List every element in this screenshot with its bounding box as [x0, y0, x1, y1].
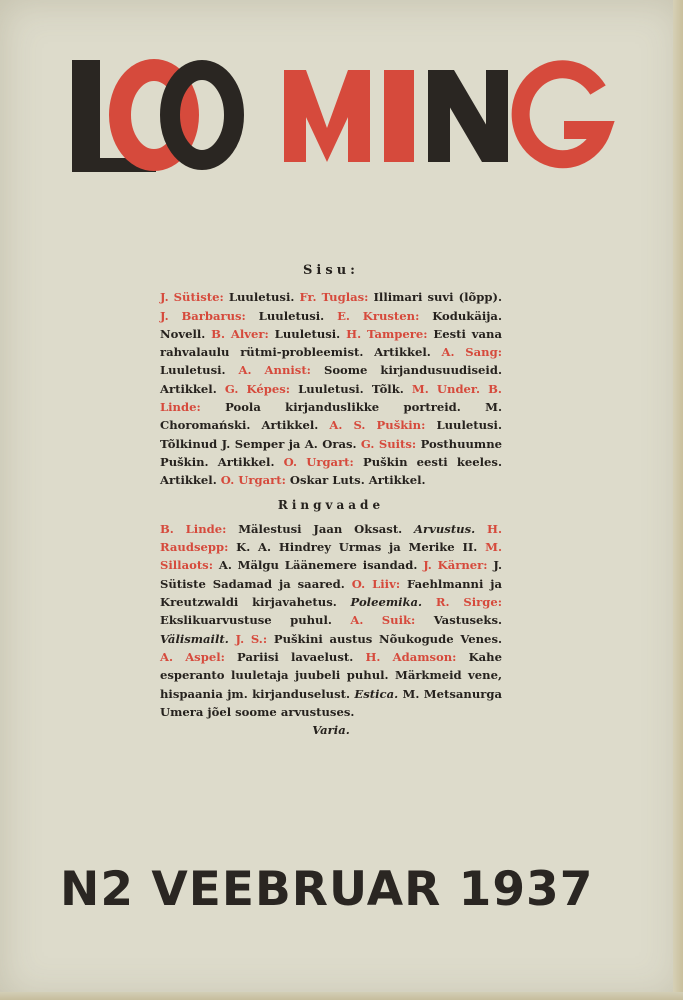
contents-author: O. Urgart: — [220, 473, 286, 488]
contents-text: Soome kirjandusuudiseid. Artikkel. — [160, 363, 502, 396]
review-author: H. Adamson: — [365, 649, 457, 664]
contents-text: Luuletusi. Tõlkinud J. Semper ja A. Oras. — [160, 418, 502, 451]
contents-text: Illimari suvi (lõpp). — [368, 290, 502, 305]
contents-heading: Sisu: — [303, 263, 359, 278]
review-text: Faehlmanni ja Kreutzwaldi kirjavahetus. — [160, 576, 502, 610]
review-author: B. Linde: — [160, 521, 227, 536]
review-text: A. Mälgu Läänemere isandad. — [213, 558, 424, 573]
table-of-contents — [160, 262, 502, 739]
contents-text: Luuletusi. Tõlk. — [290, 381, 412, 396]
contents-author: A. Sang: — [441, 345, 502, 360]
issue-line: N2 VEEBRUAR 1937 — [60, 862, 594, 917]
review-author: M. Sillaots: — [160, 540, 502, 573]
contents-text: Kodukäija. Novell. — [160, 308, 502, 341]
review-text: Mälestusi Jaan Oksast. — [226, 521, 415, 536]
review-heading: Ringvaade — [277, 497, 385, 512]
contents-text: Eesti vana rahvalaulu rütmi-probleemist. Artikkel. — [160, 326, 502, 360]
contents-text: Luuletusi. — [223, 290, 300, 305]
review-author: R. Sirge: — [435, 595, 502, 610]
contents-author: G. Képes: — [224, 381, 291, 396]
review-text: K. A. Hindrey Urmas ja Merike II. — [228, 540, 486, 555]
logo-letter-i — [384, 70, 414, 162]
contents-text: Luuletusi. — [160, 363, 239, 378]
review-author: J. Kärner: — [423, 558, 488, 573]
contents-text: Luuletusi. — [245, 308, 338, 323]
contents-text: Puškin eesti keeles. Artikkel. — [160, 454, 502, 488]
contents-author: G. Suits: — [360, 436, 417, 451]
contents-list — [160, 288, 502, 489]
review-text: M. Metsanurga Umera jõel soome arvustuses. — [160, 686, 502, 719]
paper-edge-bottom — [0, 992, 683, 1000]
review-text: Kahe esperanto luuletaja juubeli puhul. Märkmeid vene, hispaania jm. kirjanduselust. — [160, 649, 502, 701]
contents-author: O. Urgart: — [283, 454, 354, 469]
review-author: J. S.: — [235, 631, 268, 646]
review-author: A. Aspel: — [160, 649, 225, 664]
review-text: J. Sütiste Sadamad ja saared. — [160, 558, 502, 591]
contents-author: J. Sütiste: — [160, 290, 224, 305]
contents-author: H. Tampere: — [346, 326, 428, 341]
logo-letter-m — [284, 70, 370, 162]
review-text: Vastuseks. — [415, 613, 503, 628]
review-closing: Varia. — [312, 723, 350, 738]
review-list — [160, 520, 502, 721]
review-author: O. Liiv: — [351, 576, 401, 591]
contents-author: E. Krusten: — [337, 308, 420, 323]
masthead-logo — [62, 50, 622, 190]
contents-author: J. Barbarus: — [160, 308, 246, 323]
review-text: Puškini austus Nõukogude Venes. — [267, 631, 503, 646]
paper-edge-right — [673, 0, 683, 1000]
review-tag: Poleemika. — [350, 595, 423, 610]
contents-text: Luuletusi. — [268, 326, 347, 341]
review-author: H. Raudsepp: — [160, 521, 502, 555]
logo-letter-g — [521, 69, 602, 159]
contents-author: Fr. Tuglas: — [299, 290, 369, 305]
review-text: Ekslikuarvustuse puhul. — [160, 613, 351, 628]
contents-text: Posthuumne Puškin. Artikkel. — [160, 436, 502, 469]
contents-text: Poola kirjanduslikke portreid. M. Choromański. Artikkel. — [160, 400, 502, 433]
contents-author: M. Under. B. Linde: — [160, 381, 502, 415]
contents-author: B. Alver: — [211, 326, 269, 341]
review-tag: Arvustus. — [414, 521, 476, 536]
review-tag: Välismailt. — [160, 631, 229, 646]
review-author: A. Suik: — [350, 613, 416, 628]
logo-letter-n — [428, 70, 508, 162]
review-text: Pariisi lavaelust. — [224, 649, 366, 664]
contents-author: A. Annist: — [238, 363, 311, 378]
contents-author: A. S. Puškin: — [329, 418, 426, 433]
logo-letter-o-black — [170, 70, 234, 160]
review-tag: Estica. — [354, 686, 399, 701]
contents-text: Oskar Luts. Artikkel. — [285, 473, 426, 488]
